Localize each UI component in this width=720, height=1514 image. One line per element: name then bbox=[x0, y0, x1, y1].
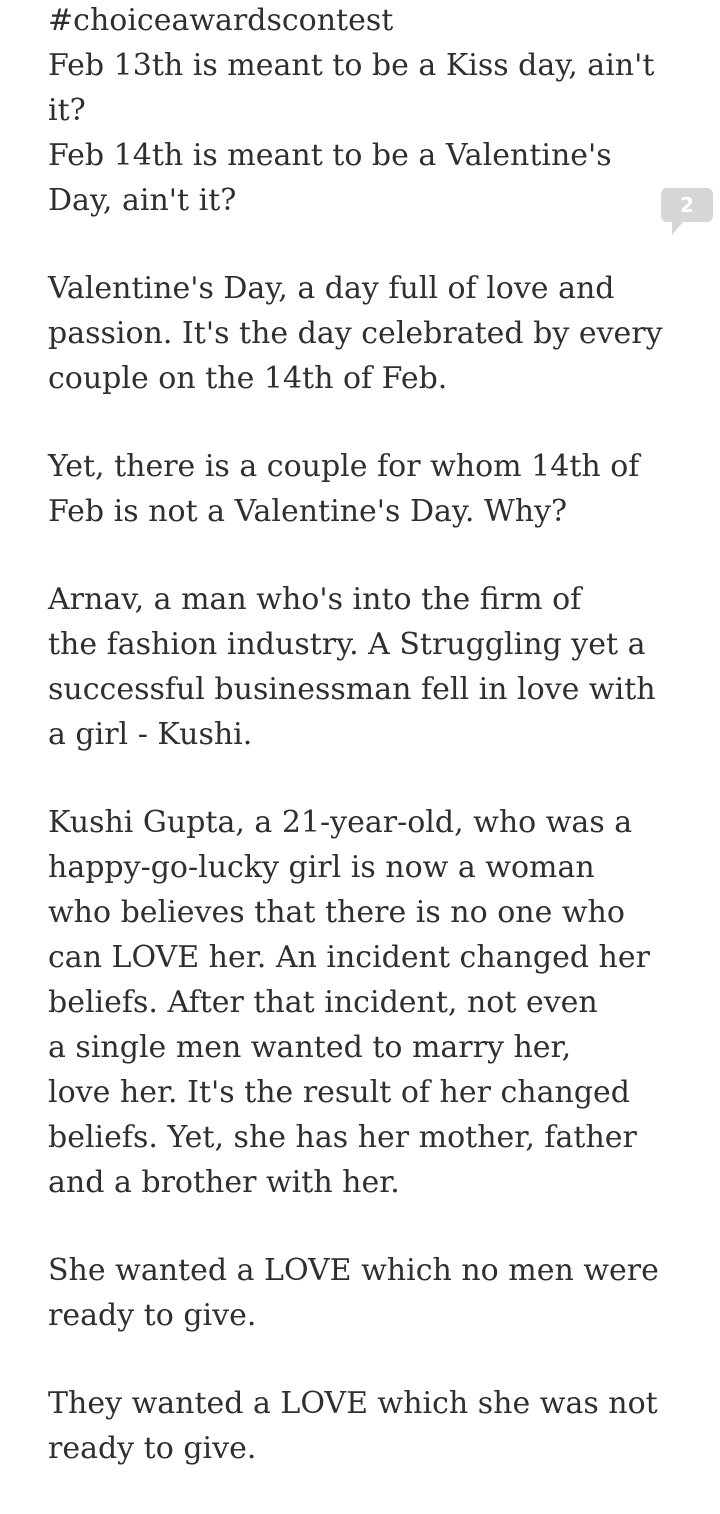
story-line: ready to give. bbox=[48, 1298, 257, 1333]
story-paragraph bbox=[48, 800, 658, 1205]
story-line: passion. It's the day celebrated by every bbox=[48, 316, 663, 351]
story-paragraph bbox=[48, 577, 658, 757]
story-line: beliefs. Yet, she has her mother, father bbox=[48, 1120, 637, 1155]
comment-count: 2 bbox=[680, 193, 694, 217]
story-line: who believes that there is no one who bbox=[48, 895, 625, 930]
story-line: the fashion industry. A Struggling yet a bbox=[48, 627, 646, 662]
story-line: She wanted a LOVE which no men were bbox=[48, 1253, 659, 1288]
story-line: #choiceawardscontest bbox=[48, 3, 394, 38]
story-line: love her. It's the result of her changed bbox=[48, 1075, 630, 1110]
story-line: They wanted a LOVE which she was not bbox=[48, 1386, 658, 1421]
story-text bbox=[48, 0, 663, 1514]
story-line: and a brother with her. bbox=[48, 1165, 400, 1200]
story-line: a girl - Kushi. bbox=[48, 717, 253, 752]
story-line: beliefs. After that incident, not even bbox=[48, 985, 598, 1020]
story-paragraph bbox=[48, 1248, 658, 1338]
story-line: can LOVE her. An incident changed her bbox=[48, 940, 650, 975]
story-line: Feb is not a Valentine's Day. Why? bbox=[48, 494, 568, 529]
story-line: Day, ain't it? bbox=[48, 183, 237, 218]
comment-bubble-icon[interactable] bbox=[661, 188, 713, 222]
story-line: happy-go-lucky girl is now a woman bbox=[48, 850, 595, 885]
story-line: Feb 13th is meant to be a Kiss day, ain't bbox=[48, 48, 655, 83]
story-line: Yet, there is a couple for whom 14th of bbox=[48, 449, 640, 484]
story-paragraph bbox=[48, 266, 663, 401]
story-line: successful businessman fell in love with bbox=[48, 672, 656, 707]
story-line: Arnav, a man who's into the firm of bbox=[48, 582, 582, 617]
story-paragraph bbox=[48, 1381, 658, 1471]
story-line: ready to give. bbox=[48, 1431, 257, 1466]
story-paragraph bbox=[48, 0, 658, 223]
story-line: Feb 14th is meant to be a Valentine's bbox=[48, 138, 612, 173]
story-line: Valentine's Day, a day full of love and bbox=[48, 271, 615, 306]
story-line: Kushi Gupta, a 21-year-old, who was a bbox=[48, 805, 633, 840]
story-line: it? bbox=[48, 93, 86, 128]
story-line: couple on the 14th of Feb. bbox=[48, 361, 448, 396]
story-line: a single men wanted to marry her, bbox=[48, 1030, 572, 1065]
comment-bubble-tail bbox=[672, 222, 683, 235]
story-paragraph bbox=[48, 444, 658, 534]
